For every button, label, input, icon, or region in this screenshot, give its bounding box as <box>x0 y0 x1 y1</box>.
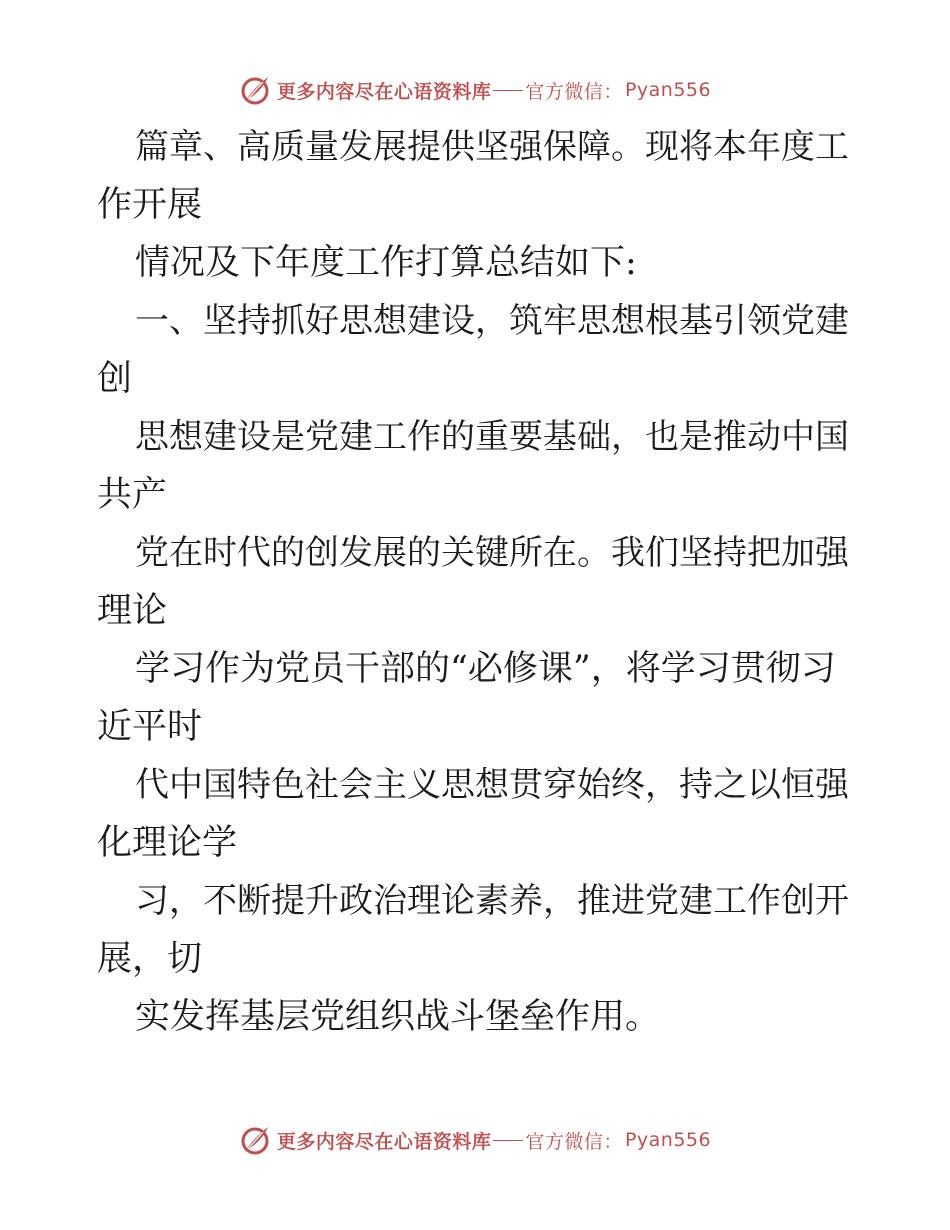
text-line: 篇章、高质量发展提供坚强保障。现将本年度工 <box>135 127 849 167</box>
text-line: 共产 <box>97 475 168 515</box>
watermark-site-name: 更多内容尽在心语资料库 <box>276 80 492 103</box>
section-heading-line: 创 <box>97 359 133 399</box>
header-watermark <box>0 70 950 110</box>
watermark-contact-id: Pyan556 <box>624 1129 712 1151</box>
text-line: 情况及下年度工作打算总结如下: <box>135 243 637 283</box>
text-line: 代中国特色社会主义思想贯穿始终，持之以恒强 <box>135 765 849 805</box>
watermark-contact-label: 官方微信： <box>525 1130 623 1153</box>
watermark-contact-label: 官方微信： <box>525 80 623 103</box>
section-heading-line: 一、坚持抓好思想建设，筑牢思想根基引领党建 <box>135 301 849 341</box>
feather-quill-logo-icon <box>239 74 271 106</box>
document-body <box>97 118 857 1046</box>
watermark-dash <box>493 1140 523 1141</box>
feather-quill-logo-icon <box>239 1124 271 1156</box>
watermark-site-name: 更多内容尽在心语资料库 <box>276 1130 492 1153</box>
text-line: 学习作为党员干部的“必修课”，将学习贯彻习 <box>135 649 836 689</box>
text-line: 思想建设是党建工作的重要基础，也是推动中国 <box>135 417 849 457</box>
text-line: 展，切 <box>97 939 203 979</box>
footer-watermark <box>0 1120 950 1160</box>
text-line: 近平时 <box>97 707 203 747</box>
text-line: 作开展 <box>97 185 203 225</box>
text-line: 党在时代的创发展的关键所在。我们坚持把加强 <box>135 533 849 573</box>
text-line: 化理论学 <box>97 823 238 863</box>
text-line: 习，不断提升政治理论素养，推进党建工作创开 <box>135 881 849 921</box>
text-line: 实发挥基层党组织战斗堡垒作用。 <box>135 997 661 1037</box>
watermark-dash <box>493 90 523 91</box>
text-line: 理论 <box>97 591 168 631</box>
watermark-contact-id: Pyan556 <box>624 79 712 101</box>
